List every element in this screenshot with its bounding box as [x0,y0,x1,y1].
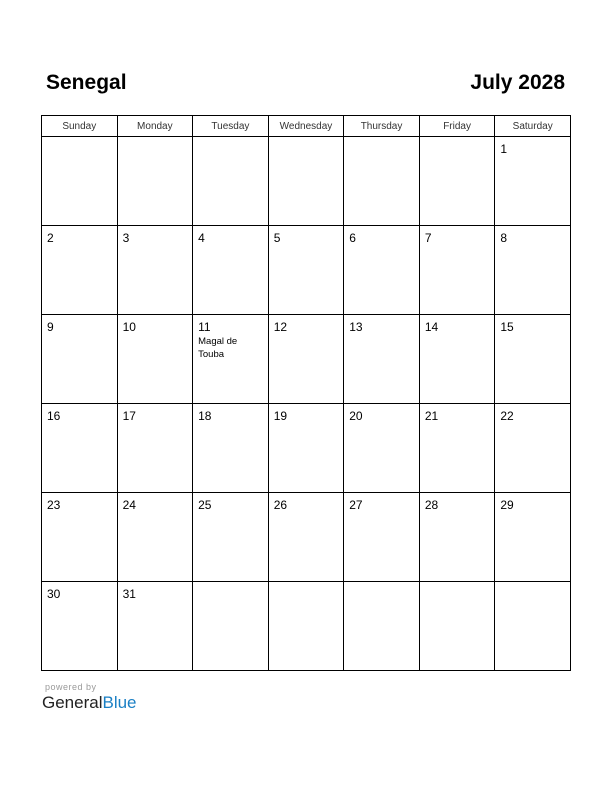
brand-logo-part2: Blue [102,693,137,712]
empty-day-cell [344,582,420,671]
day-cell [495,137,571,226]
day-number: 26 [273,498,288,512]
day-number: 18 [198,409,212,423]
weekday-wednesday: Wednesday [268,116,344,137]
day-cell [344,226,420,315]
day-cell [42,493,118,582]
day-number: 5 [273,231,281,245]
day-cell [495,226,571,315]
day-cell [268,226,344,315]
day-cell [193,315,269,404]
day-number: 29 [500,498,514,512]
day-cell [42,404,118,493]
day-number: 8 [500,231,508,245]
week-row [42,226,571,315]
day-cell [344,315,420,404]
day-number: 7 [424,231,432,245]
day-cell [495,493,571,582]
weekday-sunday: Sunday [42,116,118,137]
empty-day-cell [42,137,118,226]
weekday-saturday: Saturday [495,116,571,137]
day-cell [117,404,193,493]
day-number: 19 [273,409,288,423]
brand-logo[interactable] [42,693,137,713]
empty-day-cell [495,582,571,671]
day-number: 28 [424,498,439,512]
day-cell [495,404,571,493]
day-cell [268,493,344,582]
day-number: 16 [47,409,61,423]
day-number: 3 [122,231,130,245]
day-cell [419,493,495,582]
day-cell [268,404,344,493]
holiday-label: Magal de Touba [198,336,238,360]
day-number: 13 [349,320,363,334]
weekday-thursday: Thursday [344,116,420,137]
day-number: 2 [47,231,54,245]
empty-day-cell [344,137,420,226]
day-number: 9 [47,320,54,334]
day-cell [344,404,420,493]
empty-day-cell [193,137,269,226]
week-row [42,137,571,226]
week-row [42,493,571,582]
brand-logo-part1: General [42,693,103,712]
calendar-grid [41,115,571,671]
day-cell [193,404,269,493]
country-title: Senegal [46,71,127,94]
day-cell [42,315,118,404]
day-number: 15 [500,320,514,334]
day-number: 10 [122,320,136,334]
day-number: 24 [122,498,136,512]
day-number: 14 [424,320,439,334]
day-cell [344,493,420,582]
weekday-monday: Monday [117,116,193,137]
day-number: 20 [349,409,363,423]
day-number: 25 [198,498,212,512]
day-number: 23 [47,498,61,512]
weekday-header-row [42,116,571,137]
day-cell [268,315,344,404]
day-cell [117,226,193,315]
day-number: 27 [349,498,363,512]
day-cell [419,315,495,404]
day-number: 21 [424,409,439,423]
month-year-title: July 2028 [470,71,565,94]
day-cell [419,226,495,315]
empty-day-cell [117,137,193,226]
day-cell [42,226,118,315]
empty-day-cell [419,137,495,226]
weekday-tuesday: Tuesday [193,116,269,137]
day-cell [117,582,193,671]
day-number: 6 [349,231,356,245]
day-number: 1 [500,142,508,156]
weekday-friday: Friday [419,116,495,137]
empty-day-cell [419,582,495,671]
empty-day-cell [193,582,269,671]
day-cell [193,226,269,315]
day-cell [419,404,495,493]
empty-day-cell [268,582,344,671]
week-row [42,404,571,493]
day-number: 4 [198,231,205,245]
day-cell [117,315,193,404]
day-cell [42,582,118,671]
day-cell [193,493,269,582]
day-number: 11 [198,320,211,334]
day-number: 12 [273,320,288,334]
week-row [42,582,571,671]
day-cell [495,315,571,404]
day-number: 17 [122,409,136,423]
powered-by-label: powered by [45,682,97,692]
empty-day-cell [268,137,344,226]
day-number: 31 [122,587,136,601]
day-number: 30 [47,587,61,601]
day-cell [117,493,193,582]
day-number: 22 [500,409,514,423]
week-row [42,315,571,404]
